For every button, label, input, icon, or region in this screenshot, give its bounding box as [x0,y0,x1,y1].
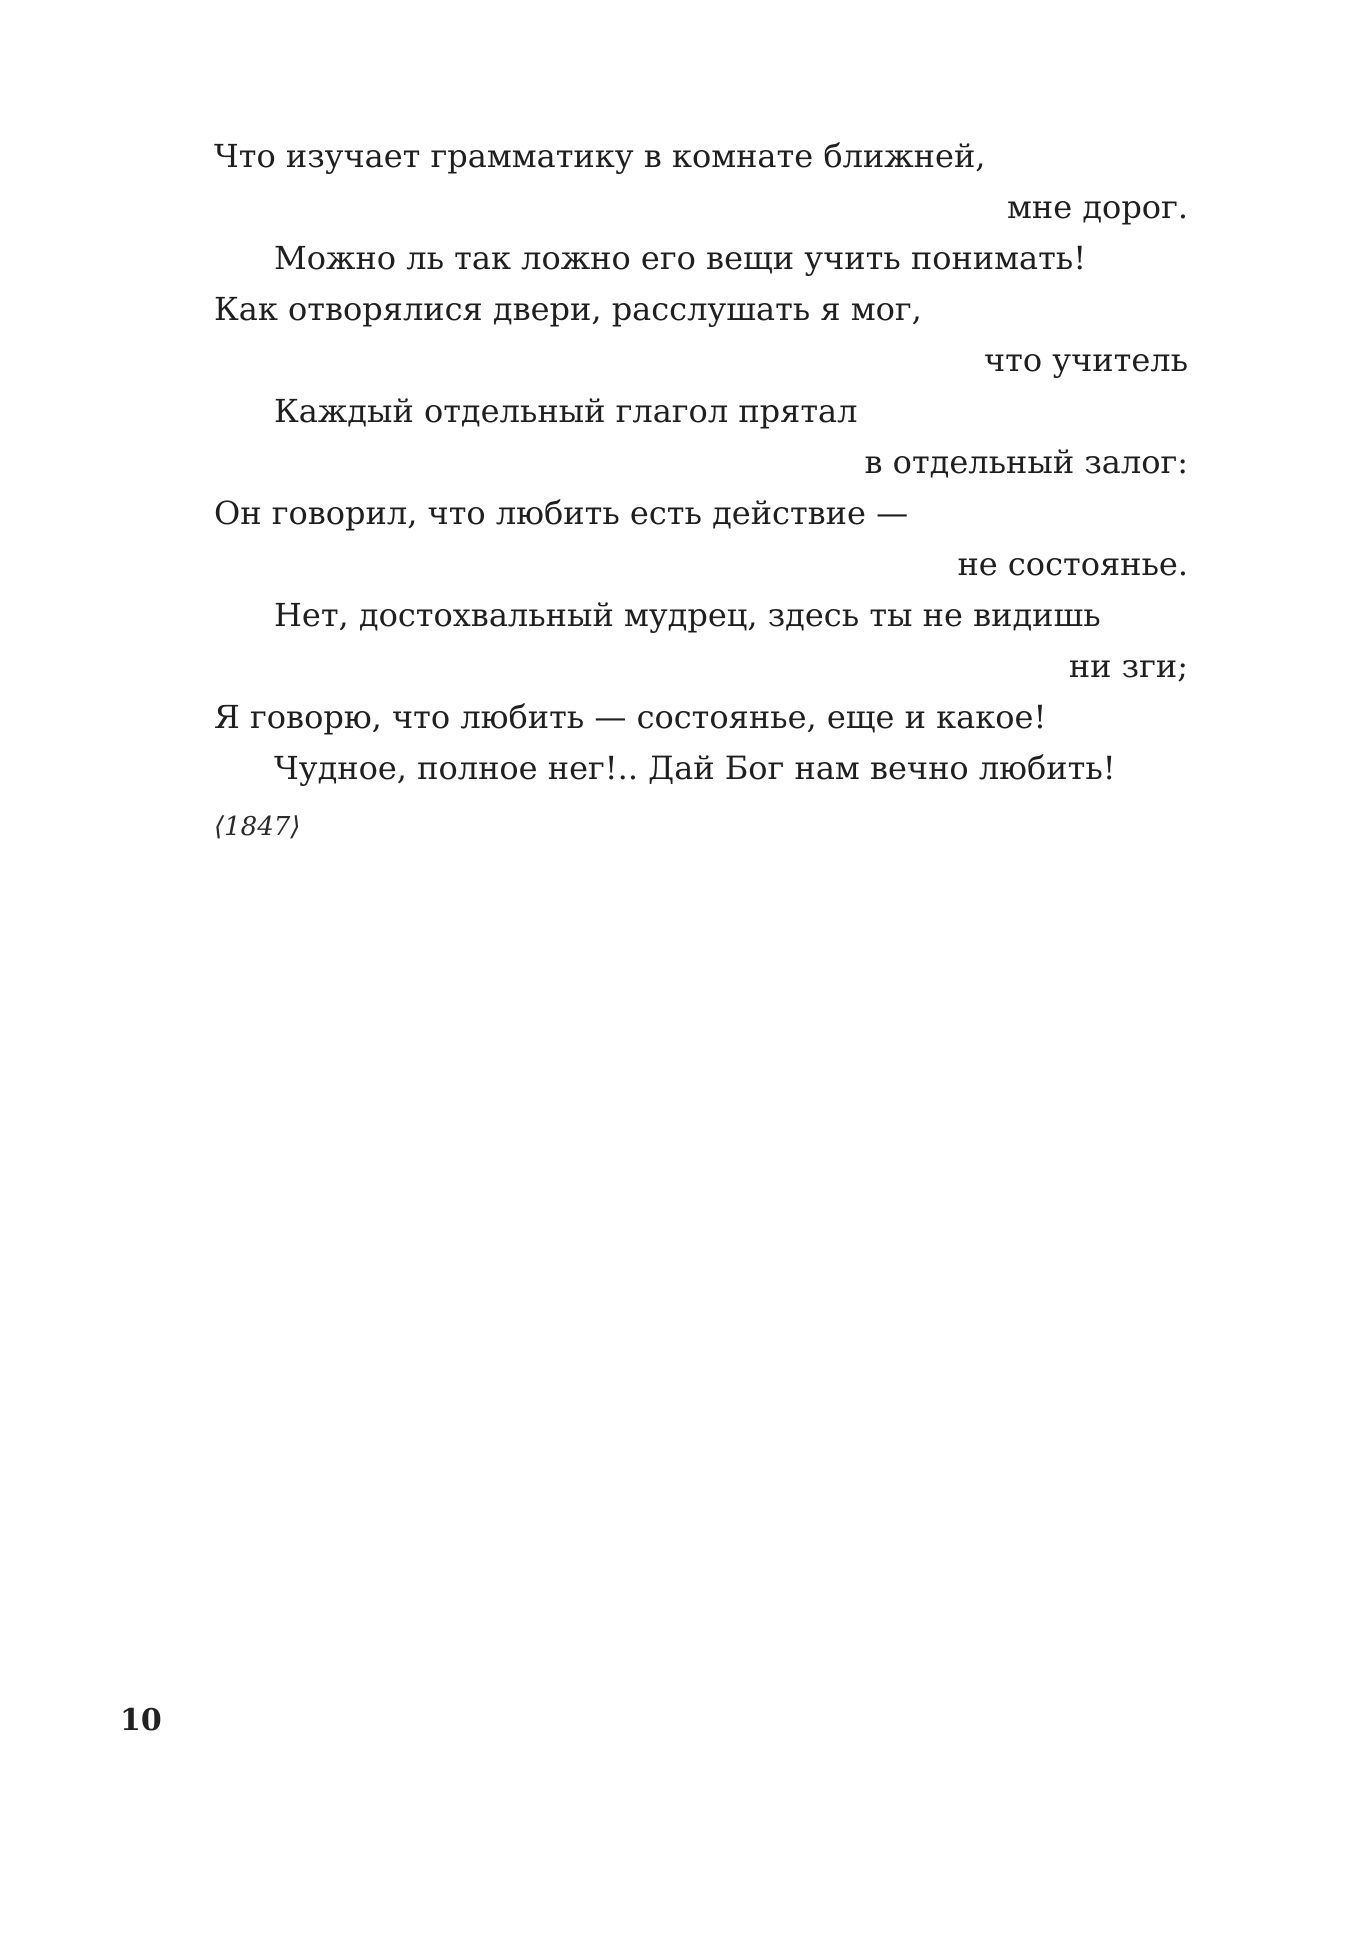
poem-line: Можно ль так ложно его вещи учить понимать! [274,239,1087,277]
poem-line: мне дорог. [1007,188,1188,226]
poem-line: не состоянье. [957,545,1188,583]
poem-line: ни зги; [1068,647,1188,685]
page-number: 10 [120,1703,162,1738]
poem-line: Каждый отдельный глагол прятал [274,392,858,430]
poem-line: Что изучает грамматику в комнате ближней, [214,137,986,175]
poem-line: что учитель [984,341,1188,379]
poem-line: Я говорю, что любить — состоянье, еще и какое! [214,698,1047,736]
poem-line: Он говорил, что любить есть действие — [214,494,909,532]
poem-line: Нет, достохвальный мудрец, здесь ты не видишь [274,596,1101,634]
poem-date: ⟨1847⟩ [214,812,301,842]
poem-line: Как отворялися двери, расслушать я мог, [214,290,922,328]
poem-body [214,131,1188,794]
poem-line: в отдельный залог: [864,443,1188,481]
poem-line: Чудное, полное нег!.. Дай Бог нам вечно любить! [274,749,1116,787]
